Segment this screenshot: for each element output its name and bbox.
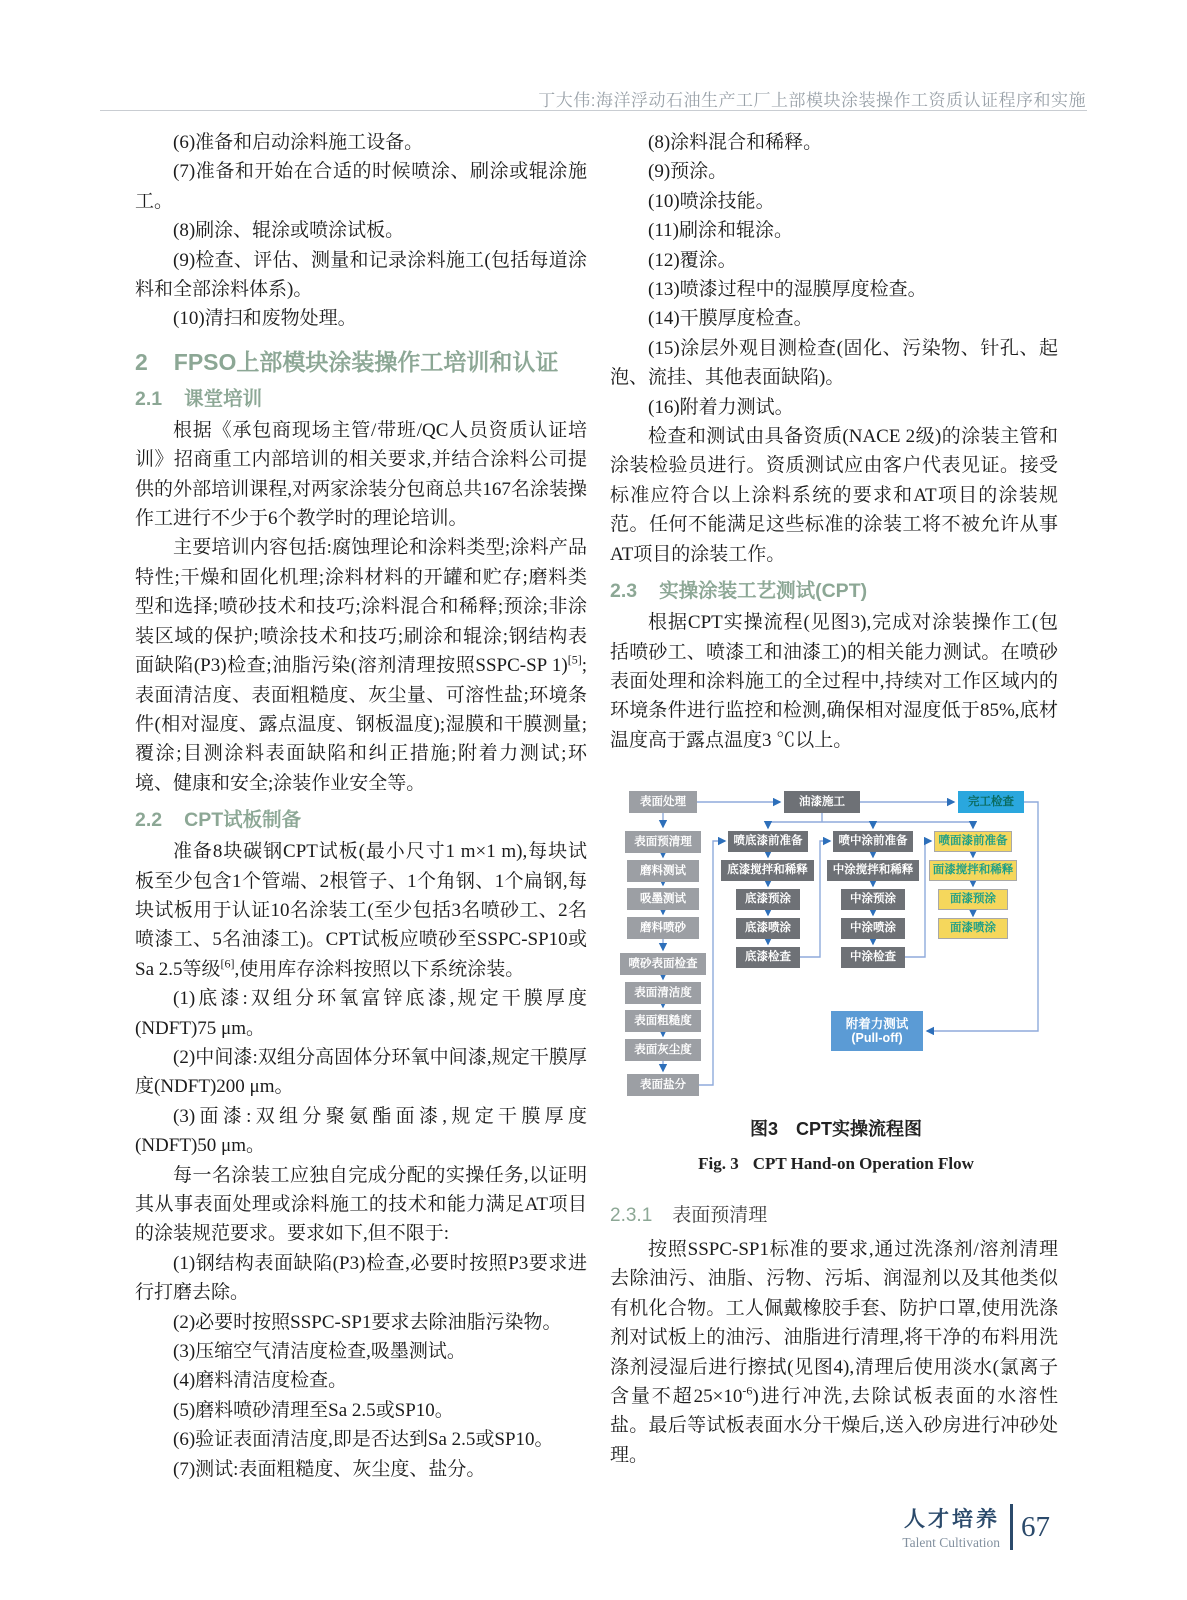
section-heading-2-2	[135, 806, 587, 834]
req-item-2: (2)必要时按照SSPC-SP1要求去除油脂污染物。	[173, 1311, 562, 1333]
list-item-14r: (14)干膜厚度检查。	[648, 308, 813, 330]
flow-node-blasted-surface-check: 喷砂表面检查	[620, 953, 706, 975]
paragraph-text: 准备8块碳钢CPT试板(最小尺寸1 m×1 m),每块试板至少包含1个管端、2根管子、1个角钢、1个扁钢,每块试板用于认证10名涂装工(至少包括3名喷砂工、2名喷漆工、5名油漆工)。CPT试板应喷砂至SSPC-SP10或Sa 2.5等级	[135, 841, 587, 980]
flow-node-abrasive-test: 磨料测试	[627, 860, 699, 882]
paragraph-classroom-training: 根据《承包商现场主管/带班/QC人员资质认证培训》招商重工内部培训的相关要求,并结合涂料公司提供的外部培训课程,对两家涂装分包商总共167名涂装操作工进行不少于6个教学时的理论培训。	[135, 419, 587, 530]
figure-label: Fig. 3	[698, 1153, 739, 1173]
section-number: 2.3.1	[610, 1204, 653, 1226]
flow-node-surface-roughness: 表面粗糙度	[625, 1010, 701, 1032]
flow-node-surface-precleaning: 表面预清理	[625, 831, 701, 853]
section-heading-2-3	[610, 577, 1058, 605]
req-item-4: (4)磨料清洁度检查。	[173, 1370, 348, 1392]
flow-node-surface-salt: 表面盐分	[627, 1074, 699, 1096]
paragraph-training-content	[135, 533, 587, 798]
flow-node-topcoat-precoat: 面漆预涂	[938, 889, 1008, 910]
paragraph-text: ;表面清洁度、表面粗糙度、灰尘量、可溶性盐;环境条件(相对湿度、露点温度、钢板温度);湿膜和干膜测量;覆涂;目测涂料表面缺陷和纠正措施;附着力测试;环境、健康和安全;涂装作业安全等。	[135, 655, 587, 794]
flow-node-pull-off-test: 附着力测试 (Pull-off)	[831, 1011, 923, 1051]
running-header: 丁大伟:海洋浮动石油生产工厂上部模块涂装操作工资质认证程序和实施	[538, 91, 1086, 110]
figure-title: CPT Hand-on Operation Flow	[752, 1153, 974, 1173]
list-item-15r: (15)涂层外观目测检查(固化、污染物、针孔、起泡、流挂、其他表面缺陷)。	[610, 337, 1058, 389]
flow-node-topcoat-mixing: 面漆搅拌和稀释	[929, 860, 1017, 881]
list-item-8: (8)刷涂、辊涂或喷涂试板。	[173, 220, 405, 242]
req-item-1: (1)钢结构表面缺陷(P3)检查,必要时按照P3要求进行打磨去除。	[135, 1252, 587, 1304]
flow-node-primer-spray: 底漆喷涂	[736, 918, 800, 939]
req-item-7: (7)测试:表面粗糙度、灰尘度、盐分。	[173, 1458, 486, 1480]
flow-node-midcoat-precoat: 中涂预涂	[841, 889, 905, 910]
flow-node-midcoat-spray: 中涂喷涂	[841, 918, 905, 939]
req-item-3: (3)压缩空气清洁度检查,吸墨测试。	[173, 1341, 466, 1363]
flow-node-paint-application: 油漆施工	[784, 791, 860, 813]
flow-node-topcoat-spray: 面漆喷涂	[938, 918, 1008, 939]
cpt-flowchart	[601, 771, 1071, 1103]
flow-node-abrasive-blasting: 磨料喷砂	[627, 917, 699, 939]
list-item-11r: (11)刷涂和辊涂。	[648, 220, 793, 242]
section-title: FPSO上部模块涂装操作工培训和认证	[173, 348, 559, 375]
flow-node-primer-precoat: 底漆预涂	[736, 889, 800, 910]
list-item-6: (6)准备和启动涂料施工设备。	[173, 132, 424, 153]
list-item-9: (9)检查、评估、测量和记录涂料施工(包括每道涂料和全部涂料体系)。	[135, 249, 587, 301]
figure-caption-zh	[601, 1115, 1071, 1144]
section-title: CPT试板制备	[184, 809, 302, 832]
section-number: 2.2	[135, 809, 163, 832]
paragraph-precleaning	[610, 1235, 1058, 1470]
section-title: 实操涂装工艺测试(CPT)	[659, 580, 868, 603]
paragraph-task: 每一名涂装工应独自完成分配的实操任务,以证明其从事表面处理或涂料施工的技术和能力满足AT项目的涂装规范要求。要求如下,但不限于:	[135, 1164, 587, 1245]
paragraph-cpt-flow: 根据CPT实操流程(见图3),完成对涂装操作工(包括喷砂工、喷漆工和油漆工)的相关能力测试。在喷砂表面处理和涂料施工的全过程中,持续对工作区域内的环境条件进行监控和检测,确保相对湿度低于85%,底材温度高于露点温度3 ℃以上。	[610, 612, 1058, 751]
section-title: 课堂培训	[184, 387, 263, 410]
flow-node-midcoat-prep: 喷中涂前准备	[833, 831, 913, 852]
paragraph-text: )进行冲洗,去除试板表面的水溶性盐。最后等试板表面水分干燥后,送入砂房进行冲砂处理。	[610, 1385, 1059, 1466]
list-item-13r: (13)喷漆过程中的湿膜厚度检查。	[648, 279, 927, 301]
footer-title-zh: 人才培养	[904, 1508, 1000, 1531]
footnote-ref-5: [5]	[567, 652, 582, 667]
paragraph-primer: (1)底漆:双组分环氧富锌底漆,规定干膜厚度(NDFT)75 μm。	[135, 988, 587, 1039]
list-item-7: (7)准备和开始在合适的时候喷涂、刷涂或辊涂施工。	[135, 161, 587, 212]
paragraph-cpt-panel	[135, 837, 587, 984]
exponent: -6	[742, 1383, 753, 1398]
right-column	[610, 128, 1058, 1470]
flow-node-blotter-test: 吸墨测试	[627, 888, 699, 910]
section-number: 2.3	[610, 580, 638, 603]
paragraph-text: ,使用库存涂料按照以下系统涂装。	[234, 958, 525, 980]
flow-node-completion-check: 完工检查	[958, 791, 1024, 813]
footnote-ref-6: [6]	[220, 956, 235, 971]
header-rule	[100, 110, 1087, 111]
section-number: 2	[135, 348, 148, 375]
list-item-10r: (10)喷涂技能。	[648, 190, 775, 212]
req-item-5: (5)磨料喷砂清理至Sa 2.5或SP10。	[173, 1399, 454, 1421]
flow-node-primer-check: 底漆检查	[736, 947, 800, 968]
flow-node-midcoat-mixing: 中涂搅拌和稀释	[827, 860, 919, 881]
paragraph-inspection: 检查和测试由具备资质(NACE 2级)的涂装主管和涂装检验员进行。资质测试应由客户代表见证。接受标准应符合以上涂料系统的要求和AT项目的涂装规范。任何不能满足这些标准的涂装工将不被允许从事AT项目的涂装工作。	[610, 426, 1058, 565]
flow-node-primer-mixing: 底漆搅拌和稀释	[721, 860, 814, 881]
list-item-16r: (16)附着力测试。	[648, 396, 794, 418]
list-item-8r: (8)涂料混合和稀释。	[648, 132, 823, 153]
section-heading-2-1	[135, 385, 587, 413]
page-number: 67	[1021, 1510, 1050, 1543]
flow-node-surface-treatment: 表面处理	[629, 791, 697, 813]
paragraph-text: 主要培训内容包括:腐蚀理论和涂料类型;涂料产品特性;干燥和固化机理;涂料材料的开罐和贮存;磨料类型和选择;喷砂技术和技巧;涂料混合和稀释;预涂;非涂装区域的保护;喷涂技术和技巧;刷涂和辊涂;钢结构表面缺陷(P3)检查;油脂污染(溶剂清理按照SSPC-SP 1)	[135, 537, 587, 677]
left-column	[135, 128, 587, 1484]
figure-title: CPT实操流程图	[796, 1119, 922, 1140]
paragraph-text: 按照SSPC-SP1标准的要求,通过洗涤剂/溶剂清理去除油污、油脂、污物、污垢、润湿剂以及其他类似有机化合物。工人佩戴橡胶手套、防护口罩,使用洗涤剂对试板上的油污、油脂进行清理,将干净的布料用洗涤剂浸湿后进行擦拭(见图4),清理后使用淡水(氯离子含量不超25×10	[610, 1238, 1058, 1407]
page-footer	[902, 1503, 1050, 1551]
flow-node-surface-dust: 表面灰尘度	[625, 1039, 701, 1061]
flow-node-primer-prep: 喷底漆前准备	[728, 831, 808, 852]
flow-node-midcoat-check: 中涂检查	[841, 947, 905, 968]
paragraph-topcoat: (3)面漆:双组分聚氨酯面漆,规定干膜厚度(NDFT)50 μm。	[135, 1105, 587, 1157]
flow-node-surface-cleanliness: 表面清洁度	[625, 982, 701, 1004]
list-item-12r: (12)覆涂。	[648, 249, 737, 271]
footer-divider	[1010, 1504, 1013, 1550]
section-heading-2-3-1	[610, 1202, 1058, 1230]
section-title: 表面预清理	[672, 1204, 768, 1226]
footer-title-en: Talent Cultivation	[902, 1535, 1000, 1550]
flow-node-topcoat-prep: 喷面漆前准备	[934, 831, 1012, 852]
footer-section-name	[902, 1503, 1000, 1551]
list-item-9r: (9)预涂。	[648, 161, 728, 183]
figure-caption-en	[601, 1149, 1071, 1178]
list-item-10: (10)清扫和废物处理。	[173, 308, 357, 330]
figure-3	[601, 771, 1071, 1178]
section-number: 2.1	[135, 387, 163, 410]
paragraph-midcoat: (2)中间漆:双组分高固体分环氧中间漆,规定干膜厚度(NDFT)200 μm。	[135, 1046, 587, 1098]
figure-label: 图3	[749, 1119, 778, 1140]
section-heading-2	[135, 347, 587, 377]
req-item-6: (6)验证表面清洁度,即是否达到Sa 2.5或SP10。	[173, 1429, 554, 1451]
